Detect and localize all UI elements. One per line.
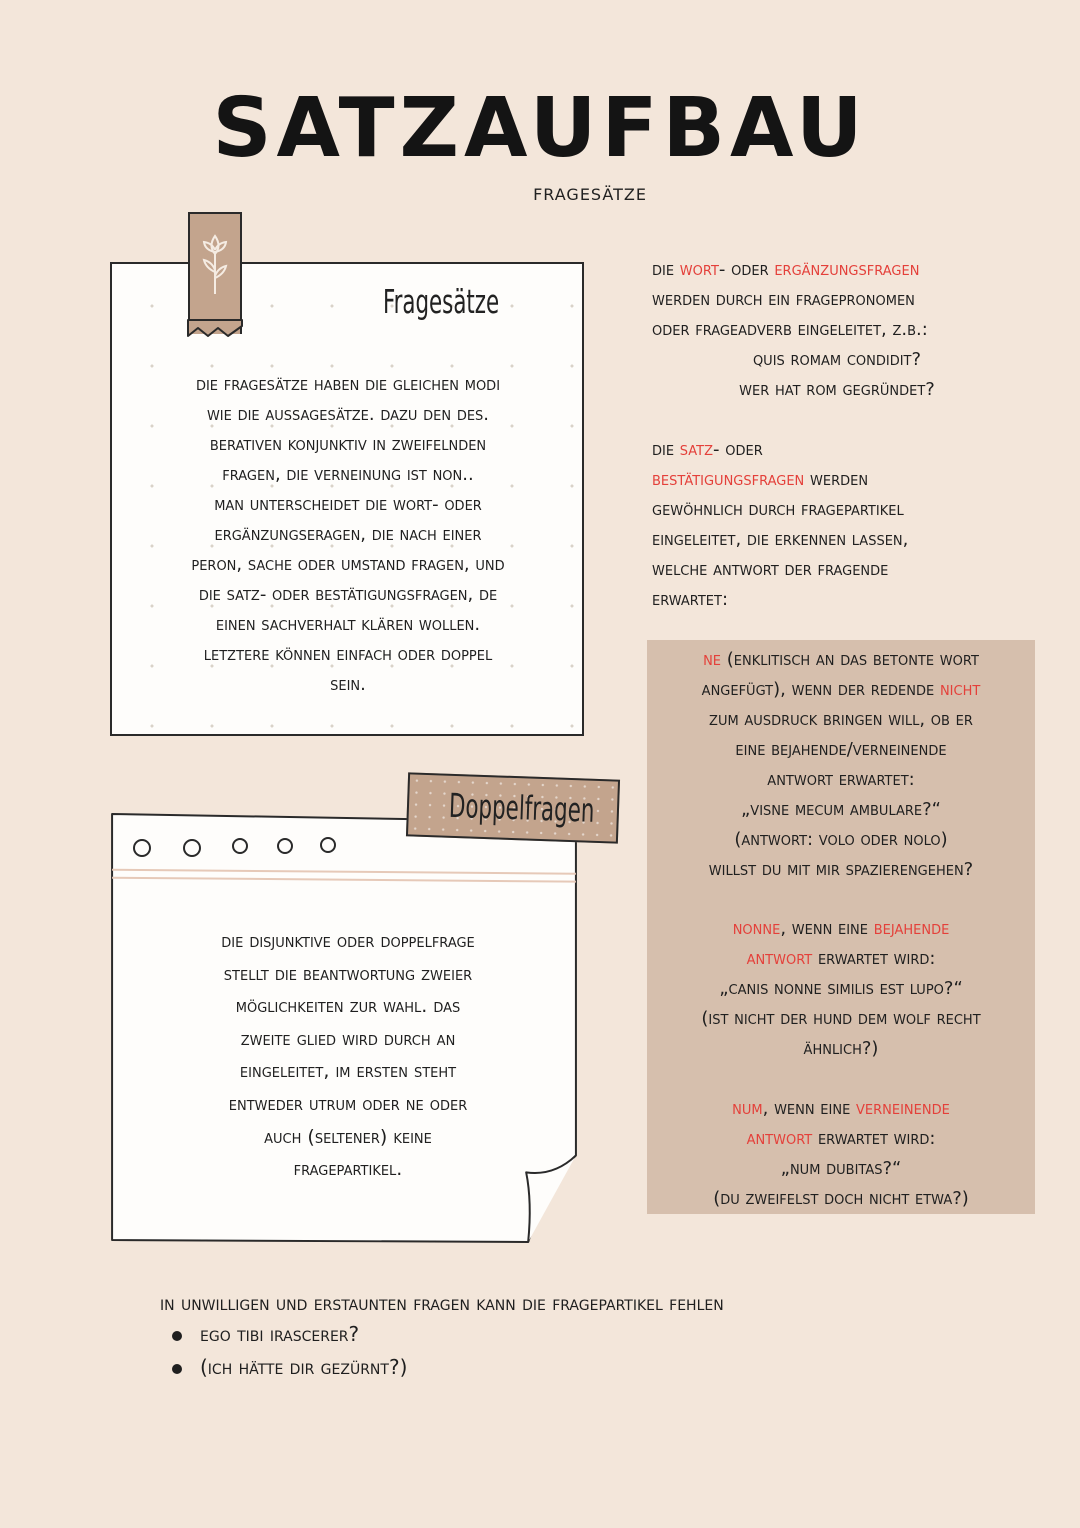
list-item: ego tibi irascerer? <box>172 1318 407 1351</box>
text-line: peron, sache oder umstand fragen, und <box>191 554 505 575</box>
text-line: ergänzungseragen, die nach einer <box>214 524 482 545</box>
text-line: eine bejahende/verneinende <box>735 739 947 760</box>
text-line: man unterscheidet die wort- oder <box>214 494 482 515</box>
text-line: die satz- oder <box>652 439 763 460</box>
text-line: möglichkeiten zur wahl. das <box>235 995 461 1018</box>
note-heading-fragesaetze: Fragesätze <box>383 282 500 321</box>
text-line: antwort erwartet wird: <box>746 1128 936 1149</box>
washi-tape-label <box>406 772 620 843</box>
text-line: erwartet: <box>652 589 729 610</box>
example-latin: „canis nonne similis est lupo?“ <box>719 978 963 999</box>
example-latin: „num dubitas?“ <box>780 1158 902 1179</box>
note-body-fragesaetze <box>120 370 576 700</box>
text-line: nonne, wenn eine bejahende <box>732 918 950 939</box>
note-body-doppelfragen <box>120 925 576 1186</box>
paragraph-wortfragen <box>652 255 1052 405</box>
list-item: (ich hätte dir gezürnt?) <box>172 1351 407 1384</box>
text-line: auch (seltener) keine <box>264 1125 432 1148</box>
flower-icon <box>190 232 240 302</box>
text-line: num, wenn eine verneinende <box>732 1098 950 1119</box>
note-heading-doppelfragen: Doppelfragen <box>448 785 596 830</box>
example-german: (du zweifelst doch nicht etwa?) <box>713 1188 969 1209</box>
text-line: die disjunktive oder doppelfrage <box>221 930 475 952</box>
text-line: fragen, die verneinung ist non.. <box>222 464 474 485</box>
example-german: wer hat rom gegründet? <box>739 379 935 400</box>
binder-holes <box>132 836 352 860</box>
text-line: stellt die beantwortung zweier <box>223 962 473 985</box>
text-line: entweder utrum oder ne oder <box>228 1092 468 1115</box>
text-line: wie die aussagesätze. dazu den des. <box>206 404 490 425</box>
bottom-note: in unwilligen und erstaunten fragen kann die fragepartikel fehlen <box>160 1291 724 1315</box>
tape-zigzag-edge <box>186 318 244 340</box>
example-german: (ist nicht der hund dem wolf recht <box>701 1008 981 1029</box>
particle-num <box>647 1094 1035 1214</box>
text-line: angefügt), wenn der redende nicht <box>701 679 981 700</box>
page-subtitle: fragesätze <box>533 180 647 206</box>
text-line: bestätigungsfragen werden <box>652 469 869 490</box>
page-title: SATZAUFBAU <box>212 81 868 176</box>
text-line: gewöhnlich durch fragepartikel <box>652 499 904 520</box>
text-line: antwort erwartet wird: <box>746 948 936 969</box>
example-latin: „visne mecum ambulare?“ <box>740 799 942 820</box>
text-line: eingeleitet, im ersten steht <box>239 1060 457 1083</box>
particle-ne <box>647 645 1035 885</box>
paragraph-satzfragen <box>652 435 1052 615</box>
text-line: die satz- oder bestätigungsfragen, de <box>198 584 498 605</box>
text-line: sein. <box>330 674 366 695</box>
washi-tape <box>188 212 242 334</box>
particle-nonne <box>647 914 1035 1064</box>
example-latin: quis romam condidit? <box>752 349 922 370</box>
text-line: werden durch ein fragepronomen <box>652 289 915 310</box>
text-line: fragepartikel. <box>293 1158 403 1181</box>
text-line: einen sachverhalt klären wollen. <box>215 614 481 635</box>
text-line: die wort- oder ergänzungsfragen <box>652 259 920 280</box>
text-line: (antwort: volo oder nolo) <box>734 829 948 850</box>
example-german: willst du mit mir spazierengehen? <box>708 859 974 880</box>
bullet-list <box>172 1318 407 1384</box>
text-line: antwort erwartet: <box>767 769 915 790</box>
text-line: die fragesätze haben die gleichen modi <box>195 374 501 395</box>
text-line: oder frageadverb eingeleitet, z.b.: <box>652 319 928 340</box>
text-line: ähnlich?) <box>803 1038 879 1059</box>
text-line: berativen konjunktiv in zweifelnden <box>209 434 487 455</box>
text-line: welche antwort der fragende <box>652 559 889 580</box>
text-line: zum ausdruck bringen will, ob er <box>709 709 973 730</box>
text-line: ne (enklitisch an das betonte wort <box>703 649 979 670</box>
text-line: letztere können einfach oder doppel <box>203 644 493 665</box>
bullet-icon <box>172 1331 182 1341</box>
text-line: zweite glied wird durch an <box>240 1027 456 1050</box>
bullet-icon <box>172 1364 182 1374</box>
text-line: eingeleitet, die erkennen lassen, <box>652 529 909 550</box>
